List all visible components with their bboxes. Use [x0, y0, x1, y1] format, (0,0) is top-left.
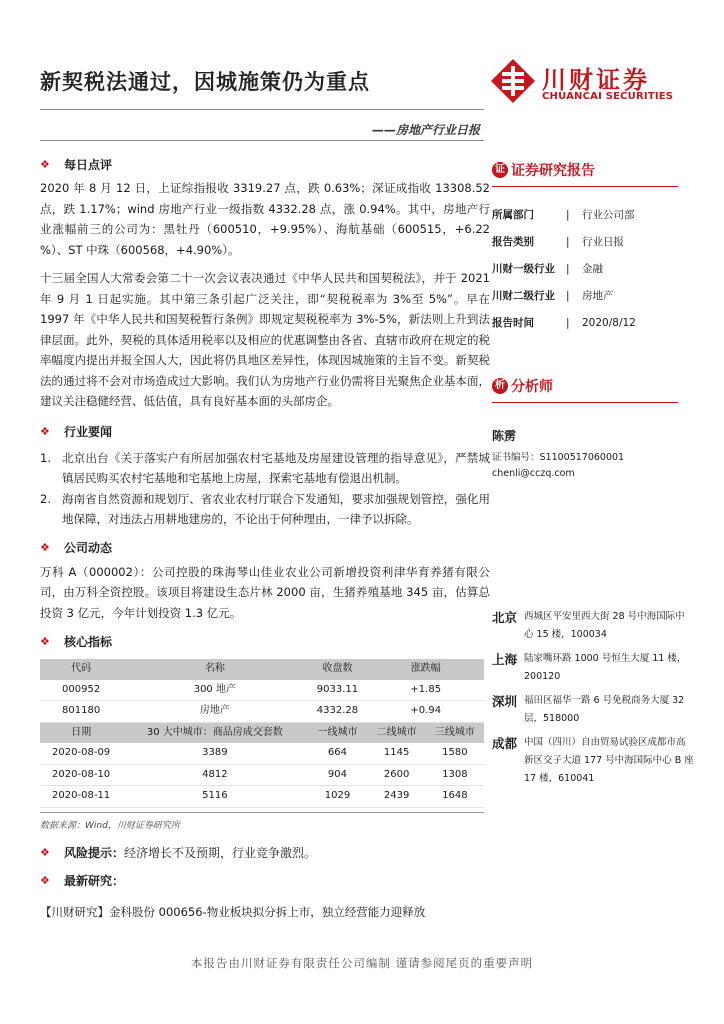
office-address: 西城区平安里西大街 28 号中海国际中心 15 楼，100034 [524, 611, 685, 640]
report-title: 新契税法通过，因城施策仍为重点 [40, 70, 370, 94]
subtitle-rule [40, 140, 484, 141]
list-text: 海南省自然资源和规划厅、省农业农村厅联合下发通知，要求加强规划管控，强化用地保障，对违法占用耕地建房的，不论出于何种理由，一律予以拆除。 [62, 491, 490, 526]
section-news [40, 422, 490, 444]
table-cell: 4332.28 [307, 701, 367, 723]
table-cell: 2600 [367, 764, 425, 786]
office-address: 陆家嘴环路 1000 号恒生大厦 11 楼，200120 [524, 653, 687, 682]
info-key: 所属部门 [492, 209, 534, 221]
section-heading: 公司动态 [64, 541, 113, 556]
table-cell: +0.94 [367, 701, 484, 723]
table-cell: 1145 [367, 743, 425, 764]
section-indicators [40, 631, 490, 653]
office-item [492, 650, 702, 686]
office-city: 深圳 [492, 694, 518, 709]
table-header-cell: 30 大中城市：商品房成交套数 [122, 722, 307, 743]
section-heading: 最新研究： [64, 873, 125, 888]
list-item [40, 448, 490, 489]
office-city: 北京 [492, 610, 518, 625]
diamond-bullet-icon: ❖ [40, 157, 50, 171]
diamond-bullet-icon: ❖ [40, 845, 50, 859]
section-heading: 行业要闻 [64, 425, 113, 440]
table-header-cell: 一线城市 [307, 722, 367, 743]
table-cell: 3389 [122, 743, 307, 764]
section-latest [40, 870, 490, 892]
info-key: 川财二级行业 [492, 290, 555, 302]
office-item [492, 608, 702, 644]
info-key: 报告类别 [492, 236, 534, 248]
section-company [40, 538, 490, 560]
page-footer: 本报告由川财证券有限责任公司编制 谨请参阅尾页的重要声明 [190, 956, 534, 970]
info-value: 行业日报 [582, 236, 624, 248]
latest-research-link[interactable]: 【川财研究】金科股份 000656-物业板块拟分拆上市，独立经营能力迎释放 [40, 905, 426, 919]
analyst-name: 陈雳 [492, 429, 517, 443]
table-header-cell: 三线城市 [426, 722, 484, 743]
section-daily [40, 154, 490, 176]
office-city: 成都 [492, 736, 518, 751]
table-row [40, 764, 484, 786]
diamond-bullet-icon: ❖ [40, 541, 50, 555]
table-cell: 2439 [367, 786, 425, 808]
table-cell: 904 [307, 764, 367, 786]
table-header-cell: 代码 [40, 659, 122, 680]
sidebar-heading-text: 证券研究报告 [511, 163, 595, 179]
report-info [492, 201, 702, 336]
logo-text-cn: 川财证券 [542, 66, 650, 94]
daily-paragraph-2: 十三届全国人大常委会第二十一次会议表决通过《中华人民共和国契税法》，并于 2021 年 9 月 1 日起实施。其中第三条引起广泛关注，即“契税税率为 3%至 5%”。早在 1997 年《中华人民共和国契税暂行条例》即规定契税税率为 3%-5%，新法则上升到法律层面。此外，契税的具体适用税率以及相应的优惠调整由各省、直辖市政府在规定的税率幅度内提出并报全国人大，因此将仍具地区差异性，体现因城施策的主旨不变。新契税法的通过将不会对市场造成过大影响。我们认为房地产行业仍需将目光聚焦企业基本面，建议关注稳健经营、低估值，具有良好基本面的头部房企。 [40, 271, 490, 408]
table-header-cell: 名称 [122, 659, 307, 680]
info-value: 行业公司部 [582, 209, 635, 221]
daily-paragraph-1: 2020 年 8 月 12 日，上证综指报收 3319.27 点，跌 0.63%；深证成指收 13308.52 点，跌 1.17%；wind 房地产行业一级指数 4332.28 点，涨 0.94%。其中，房地产行业涨幅前三的公司为：黑牡丹（600510，+9.95%）、海航基础（600515，+6.22 %）、ST 中珠（600568，+4.90%）。 [40, 181, 490, 257]
table-header-cell: 收盘数 [307, 659, 367, 680]
table-header-cell: 涨跌幅 [367, 659, 484, 680]
table-row [40, 786, 484, 808]
table-row [40, 701, 484, 723]
office-list [492, 608, 702, 794]
logo-text-en: CHUANCAI SECURITIES [542, 91, 674, 102]
analyst-email[interactable]: chenli@cczq.com [492, 468, 575, 479]
table-cell: 300 地产 [122, 680, 307, 701]
diamond-bullet-icon: ❖ [40, 634, 50, 648]
info-value: 房地产 [582, 290, 614, 302]
info-value: 金融 [582, 263, 603, 275]
company-paragraph: 万科 A（000002）：公司控股的珠海琴山佳业农业公司新增投资利津华育养猪有限公司，由万科全资控股。该项目将建设生态片林 2000 亩，生猪养殖基地 345 亩，估算总投资 3 亿元，今年计划投资 1.3 亿元。 [40, 564, 490, 620]
table-cell: 664 [307, 743, 367, 764]
table-cell: 1648 [426, 786, 484, 808]
table-cell: 000952 [40, 680, 122, 701]
table-header-cell: 二线城市 [367, 722, 425, 743]
diamond-bullet-icon: ❖ [40, 425, 50, 439]
office-address: 福田区福华一路 6 号免税商务大厦 32 层，518000 [524, 695, 685, 724]
news-list [40, 448, 490, 530]
info-row [492, 201, 702, 228]
sidebar-rule [492, 186, 678, 187]
info-separator: | [566, 316, 570, 329]
info-row [492, 228, 702, 255]
table-cell: 1029 [307, 786, 367, 808]
list-item [40, 489, 490, 530]
table-header-row [40, 659, 484, 680]
list-text: 北京出台《关于落实户有所居加强农村宅基地及房屋建设管理的指导意见》，严禁城镇居民购买农村宅基地和宅基地上房屋，探索宅基地有偿退出机制。 [62, 450, 490, 485]
table-cell: 1308 [426, 764, 484, 786]
info-row [492, 309, 702, 336]
analyst-heading [492, 376, 702, 396]
table-cell: 5116 [122, 786, 307, 808]
main-content [40, 150, 490, 923]
info-key: 川财一级行业 [492, 263, 555, 275]
table-cell: +1.85 [367, 680, 484, 701]
report-badge-icon: 证 [492, 162, 508, 178]
report-subtitle: ——房地产行业日报 [371, 123, 480, 137]
indicators-table [40, 659, 484, 808]
table-cell: 2020-08-09 [40, 743, 122, 764]
chuancai-logo-icon [490, 58, 536, 104]
analyst-cert: 证书编号：S1100517060001 [492, 452, 625, 463]
table-cell: 1580 [426, 743, 484, 764]
info-value: 2020/8/12 [582, 316, 636, 329]
sidebar-heading-text: 分析师 [511, 379, 553, 395]
list-number: 1. [40, 450, 51, 465]
header-rule [40, 109, 484, 110]
table-cell: 9033.11 [307, 680, 367, 701]
risk-text: 经济增长不及预期，行业竞争激烈。 [124, 845, 317, 860]
sidebar-rule [492, 402, 678, 403]
info-separator: | [566, 262, 570, 275]
info-separator: | [566, 208, 570, 221]
table-cell: 2020-08-10 [40, 764, 122, 786]
table-row [40, 743, 484, 764]
office-item [492, 734, 702, 788]
analyst-badge-icon: 析 [492, 378, 508, 394]
risk-label: 风险提示： [64, 845, 125, 860]
info-row [492, 255, 702, 282]
sidebar [492, 160, 702, 479]
info-key: 报告时间 [492, 317, 534, 329]
data-source-note: 数据来源：Wind，川财证券研究所 [40, 812, 484, 837]
diamond-bullet-icon: ❖ [40, 873, 50, 887]
report-info-heading [492, 160, 702, 180]
table-cell: 801180 [40, 701, 122, 723]
table-header-cell: 日期 [40, 722, 122, 743]
table-header-row [40, 722, 484, 743]
info-row [492, 282, 702, 309]
table-row [40, 680, 484, 701]
section-heading: 每日点评 [64, 157, 113, 172]
company-logo [490, 58, 690, 106]
table-cell: 房地产 [122, 701, 307, 723]
list-number: 2. [40, 491, 51, 506]
table-cell: 4812 [122, 764, 307, 786]
office-item [492, 692, 702, 728]
table-cell: 2020-08-11 [40, 786, 122, 808]
section-heading: 核心指标 [64, 634, 113, 649]
info-separator: | [566, 235, 570, 248]
analyst-block [492, 376, 702, 479]
section-risk [40, 842, 490, 864]
office-city: 上海 [492, 652, 518, 667]
info-separator: | [566, 289, 570, 302]
office-address: 中国（四川）自由贸易试验区成都市高新区交子大道 177 号中海国际中心 B 座 17 楼，610041 [524, 737, 694, 784]
